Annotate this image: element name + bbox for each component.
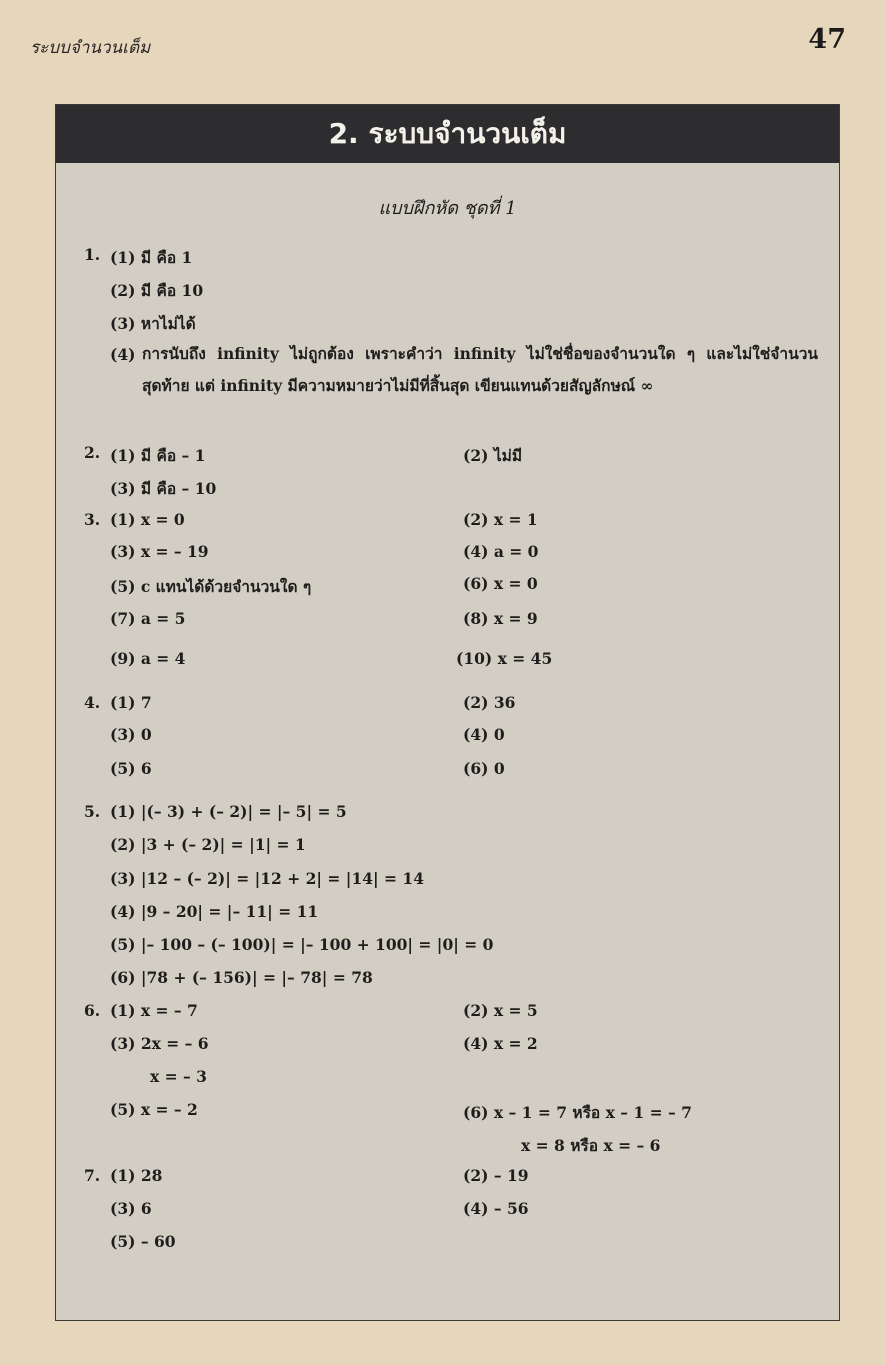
answer: (3) |12 – (– 2)| = |12 + 2| = |14| = 14 (110, 869, 425, 888)
answer: (5) 6 (110, 759, 152, 778)
question-number: 1. (84, 245, 101, 264)
answer: (4) x = 2 (463, 1034, 538, 1053)
answer: (1) 7 (110, 693, 152, 712)
answer-paragraph: การนับถึง infinity ไม่ถูกต้อง เพราะคำว่า infinity ไม่ใช่ชื่อของจำนวนใด ๆ และไม่ใช่จำนวนสุดท้าย แต่ infinity มีความหมายว่าไม่มีที่สิ้นสุด เขียนแทนด้วยสัญลักษณ์ ∞ (142, 344, 818, 395)
question-number: 2. (84, 443, 101, 462)
answer: (6) x = 0 (463, 574, 538, 593)
answer: (6) 0 (463, 759, 505, 778)
answer-continued: x = 8 หรือ x = – 6 (521, 1136, 661, 1155)
answer: (7) a = 5 (110, 609, 186, 628)
question-number: 6. (84, 1001, 101, 1020)
answer-box (55, 104, 840, 1321)
answer: (4) a = 0 (463, 542, 539, 561)
answer: (2) – 19 (463, 1166, 529, 1185)
question-number: 7. (84, 1166, 101, 1185)
answer: (6) |78 + (– 156)| = |– 78| = 78 (110, 968, 373, 987)
answers (56, 105, 839, 1320)
answer: (5) |– 100 – (– 100)| = |– 100 + 100| = |0| = 0 (110, 935, 494, 954)
answer: (1) มี คือ – 1 (110, 446, 206, 465)
answer: (5) – 60 (110, 1232, 176, 1251)
answer: (6) x – 1 = 7 หรือ x – 1 = – 7 (463, 1103, 692, 1122)
answer: (3) 6 (110, 1199, 152, 1218)
answer: (4) |9 – 20| = |– 11| = 11 (110, 902, 319, 921)
answer: (3) 2x = – 6 (110, 1034, 209, 1053)
answer: (1) x = – 7 (110, 1001, 198, 1020)
answer: (2) |3 + (– 2)| = |1| = 1 (110, 835, 306, 854)
answer: (3) มี คือ – 10 (110, 479, 217, 498)
answer: (3) หาไม่ได้ (110, 314, 196, 333)
answer: (5) c แทนได้ด้วยจำนวนใด ๆ (110, 577, 312, 596)
answer: (1) มี คือ 1 (110, 248, 193, 267)
answer-number: (4) (110, 345, 136, 364)
answer: (4) 0 (463, 725, 505, 744)
answer: (2) x = 1 (463, 510, 538, 529)
question-number: 4. (84, 693, 101, 712)
answer: (10) x = 45 (456, 649, 553, 668)
answer: (2) 36 (463, 693, 516, 712)
question-number: 3. (84, 510, 101, 529)
page-number: 47 (808, 24, 846, 55)
section-title: 2. ระบบจำนวนเต็ม (56, 105, 839, 163)
question-number: 5. (84, 802, 101, 821)
answer: (1) x = 0 (110, 510, 185, 529)
answer: (2) ไม่มี (463, 446, 523, 465)
answer: (8) x = 9 (463, 609, 538, 628)
answer: (1) 28 (110, 1166, 163, 1185)
exercise-subtitle: แบบฝึกหัด ชุดที่ 1 (378, 198, 517, 219)
answer-continued: x = – 3 (150, 1067, 207, 1086)
answer: (5) x = – 2 (110, 1100, 198, 1119)
answer: (2) มี คือ 10 (110, 281, 204, 300)
answer: (1) |(– 3) + (– 2)| = |– 5| = 5 (110, 802, 347, 821)
answer: (9) a = 4 (110, 649, 186, 668)
answer: (4) – 56 (463, 1199, 529, 1218)
answer: (3) x = – 19 (110, 542, 209, 561)
answer: (2) x = 5 (463, 1001, 538, 1020)
running-head: ระบบจำนวนเต็ม (30, 38, 151, 58)
answer: (3) 0 (110, 725, 152, 744)
